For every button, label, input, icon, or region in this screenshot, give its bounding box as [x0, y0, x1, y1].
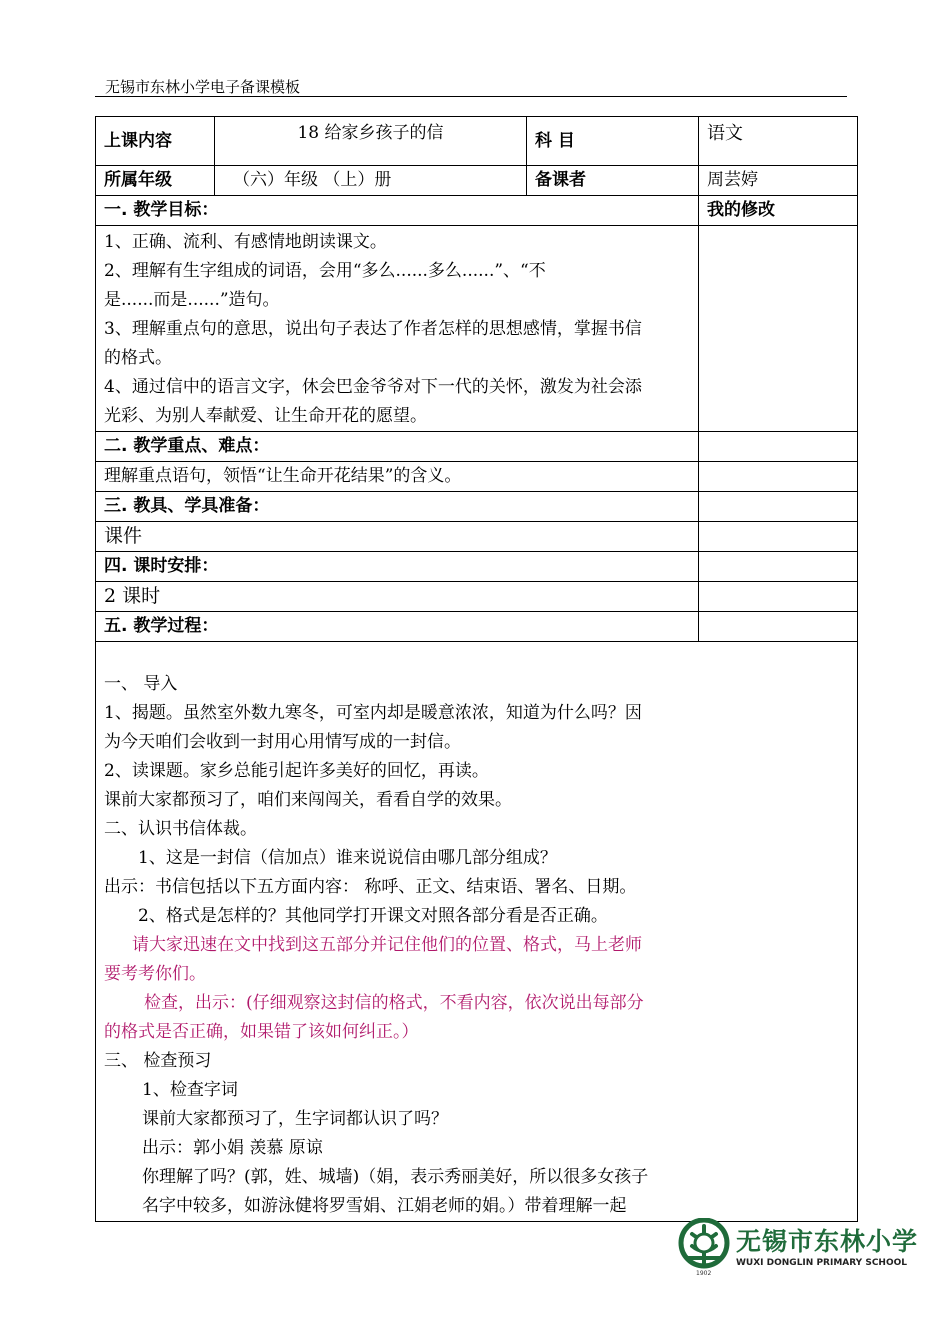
info-row-content [96, 117, 858, 166]
process-body [96, 642, 858, 1222]
process-heading-row [96, 612, 858, 642]
process-line: 为今天咱们会收到一封用心用情写成的一封信。 [104, 732, 461, 752]
goal-line: 的格式。 [104, 348, 172, 368]
header-title: 无锡市东林小学电子备课模板 [105, 78, 301, 96]
subject-value: 语文 [699, 117, 858, 166]
process-line: 2、读课题。家乡总能引起许多美好的回忆，再读。 [104, 761, 489, 781]
preparer-value: 周芸婷 [699, 166, 858, 196]
tools-row [96, 522, 858, 552]
key-heading-row [96, 432, 858, 462]
info-row-grade [96, 166, 858, 196]
process-line-highlight: 请大家迅速在文中找到这五部分并记住他们的位置、格式，马上老师 [132, 935, 642, 955]
goal-line: 是......而是......”造句。 [104, 290, 280, 310]
process-line: 一、 导入 [104, 674, 178, 694]
key-row [96, 462, 858, 492]
goals-row [96, 226, 858, 432]
tools-title: 三. 教具、学具准备： [96, 492, 699, 522]
process-line: 1、检查字词 [142, 1080, 238, 1100]
content-label: 上课内容 [96, 117, 215, 166]
goals-heading-row [96, 196, 858, 226]
goal-line: 1、正确、流利、有感情地朗读课文。 [104, 232, 387, 252]
school-founding-year: 1902 [696, 1270, 712, 1277]
time-title: 四. 课时安排： [96, 552, 699, 582]
goal-line: 3、理解重点句的意思，说出句子表达了作者怎样的思想感情，掌握书信 [104, 319, 642, 339]
process-line-highlight: 的格式是否正确，如果错了该如何纠正。） [104, 1022, 419, 1042]
school-name-en: WUXI DONGLIN PRIMARY SCHOOL [736, 1258, 907, 1268]
time-text: 2 课时 [96, 582, 699, 612]
goals-list [96, 226, 699, 432]
process-line: 1、这是一封信（信加点）谁来说说信由哪几部分组成？ [138, 848, 557, 868]
school-name-cn: 无锡市东林小学 [736, 1227, 919, 1256]
grade-value: （六）年级 （上）册 [215, 166, 527, 196]
lesson-plan-table [95, 116, 858, 1222]
key-text: 理解重点语句，领悟“让生命开花结果”的含义。 [96, 462, 699, 492]
key-title: 二. 教学重点、难点： [96, 432, 699, 462]
process-line: 课前大家都预习了，生字词都认识了吗？ [142, 1109, 448, 1129]
preparer-label: 备课者 [527, 166, 699, 196]
my-edit-cell [699, 462, 858, 492]
my-edit-cell [699, 552, 858, 582]
time-row [96, 582, 858, 612]
my-edit-cell [699, 226, 858, 432]
grade-label: 所属年级 [96, 166, 215, 196]
process-line: 名字中较多，如游泳健将罗雪娟、江娟老师的娟。）带着理解一起 [142, 1196, 627, 1216]
header-divider [95, 96, 847, 97]
school-emblem-icon [674, 1218, 734, 1274]
process-line: 1、揭题。虽然室外数九寒冬，可室内却是暖意浓浓，知道为什么吗？因 [104, 703, 642, 723]
my-edit-header: 我的修改 [699, 196, 858, 226]
tools-heading-row [96, 492, 858, 522]
my-edit-cell [699, 432, 858, 462]
tools-text: 课件 [96, 522, 699, 552]
my-edit-cell [699, 582, 858, 612]
school-logo [674, 1218, 919, 1280]
goal-line: 2、理解有生字组成的词语，会用“多么......多么......”、“不 [104, 261, 546, 281]
process-line-highlight: 要考考你们。 [104, 964, 206, 984]
process-line: 二、认识书信体裁。 [104, 819, 257, 839]
process-line-highlight: 检查，出示：(仔细观察这封信的格式，不看内容，依次说出每部分 [144, 993, 644, 1013]
process-line: 出示：郭小娟 羡慕 原谅 [142, 1138, 323, 1158]
process-line: 三、 检查预习 [104, 1051, 212, 1071]
subject-label: 科 目 [527, 117, 699, 166]
goals-title: 一. 教学目标： [96, 196, 699, 226]
process-title: 五. 教学过程： [96, 612, 699, 642]
process-line: 2、格式是怎样的？其他同学打开课文对照各部分看是否正确。 [138, 906, 608, 926]
my-edit-cell [699, 492, 858, 522]
process-row [96, 642, 858, 1222]
my-edit-cell [699, 612, 858, 642]
time-heading-row [96, 552, 858, 582]
my-edit-cell [699, 522, 858, 552]
goal-line: 4、通过信中的语言文字，休会巴金爷爷对下一代的关怀，激发为社会添 [104, 377, 642, 397]
process-line: 出示：书信包括以下五方面内容： 称呼、正文、结束语、署名、日期。 [104, 877, 637, 897]
process-line: 你理解了吗？(郭，姓、城墙)（娟，表示秀丽美好，所以很多女孩子 [142, 1167, 649, 1187]
content-value: 18 给家乡孩子的信 [215, 117, 527, 166]
goal-line: 光彩、为别人奉献爱、让生命开花的愿望。 [104, 406, 427, 426]
process-line: 课前大家都预习了，咱们来闯闯关，看看自学的效果。 [104, 790, 512, 810]
